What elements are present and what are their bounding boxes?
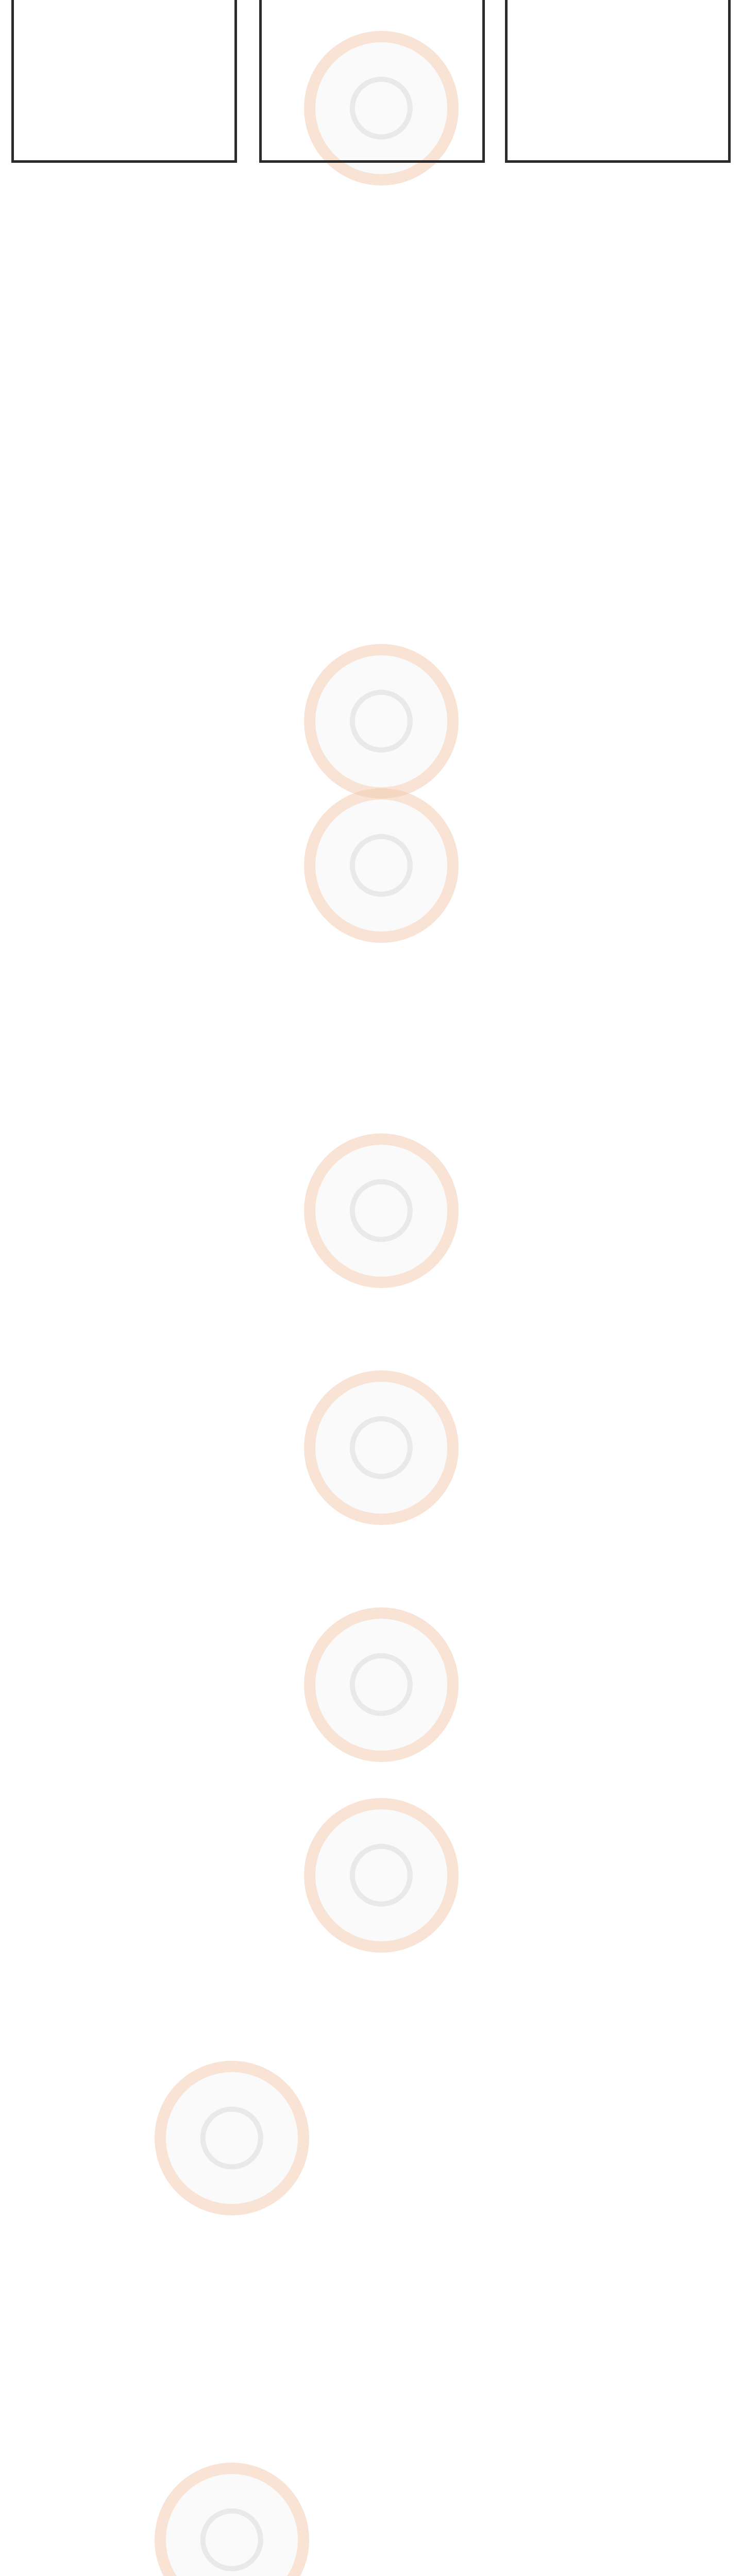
notice-session-7666	[259, 0, 485, 163]
watermark-clock-logo	[155, 2463, 309, 2576]
watermark-clock-logo	[304, 1133, 459, 1288]
watermark-clock-logo	[304, 1607, 459, 1762]
notice-execution-34430	[11, 0, 237, 163]
watermark-clock-logo	[304, 644, 459, 799]
watermark-clock-logo	[304, 788, 459, 943]
watermark-clock-logo	[304, 1370, 459, 1525]
watermark-clock-logo	[304, 1798, 459, 1953]
watermark-clock-logo	[155, 2061, 309, 2215]
notice-execution-1791	[505, 0, 731, 163]
